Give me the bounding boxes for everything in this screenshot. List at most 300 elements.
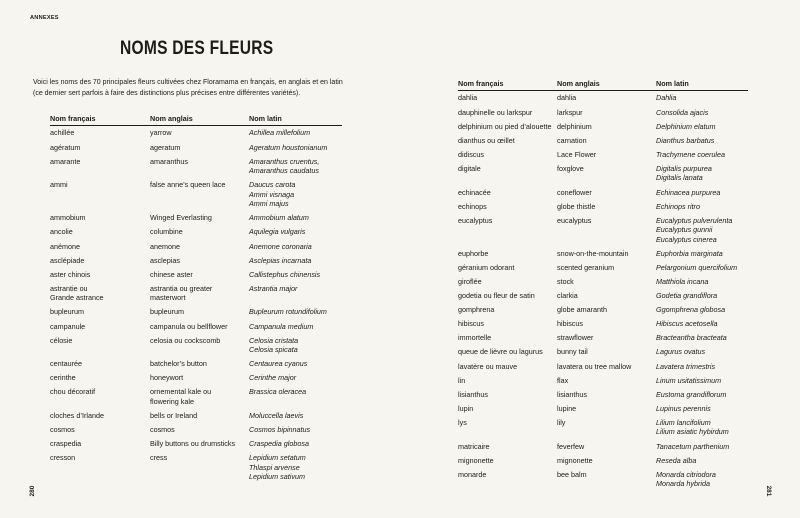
french-name: ammi (50, 180, 68, 190)
french-name: digitale (458, 163, 481, 173)
french-name-cell (458, 418, 557, 437)
latin-name-cell (656, 418, 748, 437)
french-name-cell (458, 108, 557, 118)
english-name-cell (150, 453, 249, 482)
french-name-cell (50, 411, 150, 421)
latin-name: Ammi majus (249, 199, 289, 209)
page-number: 280 (29, 485, 36, 497)
latin-name: Trachymene coerulea (656, 149, 725, 159)
page-number: 281 (765, 485, 772, 497)
french-name: achillée (50, 128, 75, 138)
french-name-cell (458, 291, 557, 301)
latin-name: Reseda alba (656, 455, 697, 465)
english-name-cell (557, 442, 656, 452)
french-name-cell (50, 373, 150, 383)
table-row (458, 317, 748, 331)
latin-name-cell (656, 93, 748, 103)
english-name: bells or Ireland (150, 410, 198, 420)
french-name-cell (458, 362, 557, 372)
english-name-cell (557, 249, 656, 259)
table-body (458, 91, 748, 491)
english-name: cosmos (150, 425, 175, 435)
french-name: agératum (50, 142, 81, 152)
latin-name-cell (656, 122, 748, 132)
latin-name: Craspedia globosa (249, 439, 309, 449)
latin-name-cell (656, 277, 748, 287)
english-name-cell (150, 411, 249, 421)
english-name-cell (557, 418, 656, 437)
english-name: feverfew (557, 441, 585, 451)
latin-name-cell (656, 376, 748, 386)
latin-name-cell (656, 404, 748, 414)
latin-name-cell (249, 256, 342, 266)
french-name-cell (458, 390, 557, 400)
english-name: batchelor’s button (150, 359, 207, 369)
english-name-cell (150, 322, 249, 332)
latin-name-cell (656, 362, 748, 372)
latin-name: Moluccella laevis (249, 410, 304, 420)
latin-name-cell (249, 307, 342, 317)
table-row (458, 199, 748, 213)
french-name: asclépiade (50, 255, 85, 265)
english-name: Billy buttons ou drumsticks (150, 439, 236, 449)
english-name: scented geranium (557, 262, 615, 272)
intro-line: (ce dernier sert parfois à faire des distinctions plus précises entre différentes variétés). (33, 90, 301, 97)
english-name-cell (557, 333, 656, 343)
english-name: cress (150, 453, 168, 463)
english-name-cell (150, 180, 249, 209)
latin-name-cell (656, 390, 748, 400)
french-name: euphorbe (458, 248, 489, 258)
french-name: lin (458, 375, 466, 385)
table-row (50, 154, 342, 178)
french-name: godetia ou fleur de satin (458, 291, 535, 301)
french-name-cell (458, 277, 557, 287)
english-name-cell (557, 362, 656, 372)
latin-name: Amaranthus caudatus (249, 166, 319, 176)
latin-name: Consolida ajacis (656, 107, 709, 117)
table-row (458, 416, 748, 440)
latin-name: Lilium asiatic hybirdum (656, 427, 729, 437)
french-name-cell (50, 307, 150, 317)
latin-name: Digitalis lanata (656, 173, 703, 183)
french-name: monarde (458, 469, 487, 479)
latin-name: Celosia spicata (249, 345, 298, 355)
latin-name-cell (249, 453, 342, 482)
french-name: craspedia (50, 439, 82, 449)
french-name-cell (458, 347, 557, 357)
french-name: didiscus (458, 149, 484, 159)
english-name-cell (150, 439, 249, 449)
english-name-cell (557, 93, 656, 103)
english-name: masterwort (150, 293, 186, 303)
english-name-cell (150, 242, 249, 252)
column-header-english: Nom anglais (557, 78, 600, 88)
english-name-cell (150, 425, 249, 435)
table-row (458, 247, 748, 261)
english-name-cell (557, 390, 656, 400)
english-name: clarkia (557, 291, 578, 301)
french-name-cell (458, 376, 557, 386)
table-row (50, 409, 342, 423)
table-row (50, 333, 342, 357)
latin-name: Asclepias incarnata (249, 255, 312, 265)
table-row (50, 267, 342, 281)
latin-name: Eucalyptus gunnii (656, 225, 713, 235)
english-name-cell (557, 291, 656, 301)
english-name-cell (557, 277, 656, 287)
latin-name: Eucalyptus pulverulenta (656, 215, 733, 225)
english-name-cell (557, 470, 656, 489)
latin-name-cell (656, 305, 748, 315)
table-row (50, 140, 342, 154)
english-name: anemone (150, 241, 180, 251)
latin-name-cell (249, 439, 342, 449)
table-row (458, 303, 748, 317)
table-header (50, 114, 342, 127)
latin-name: Achillea millefolium (249, 128, 311, 138)
table-row (50, 437, 342, 451)
english-name: celosia ou cockscomb (150, 335, 221, 345)
french-name-cell (50, 143, 150, 153)
latin-name: Daucus carota (249, 180, 296, 190)
french-name-cell (458, 216, 557, 245)
english-name-cell (557, 376, 656, 386)
table-row (458, 345, 748, 359)
latin-name: Bupleurum rotundifolium (249, 307, 327, 317)
french-name-cell (458, 122, 557, 132)
english-name: strawflower (557, 333, 594, 343)
latin-name: Anemone coronaria (249, 241, 312, 251)
table-row (50, 211, 342, 225)
table-row (50, 239, 342, 253)
column-header-latin: Nom latin (656, 78, 689, 88)
english-name-cell (150, 157, 249, 176)
french-name-cell (50, 387, 150, 406)
latin-name-cell (249, 157, 342, 176)
french-name-cell (458, 93, 557, 103)
english-name: asclepias (150, 255, 180, 265)
latin-name: Eustoma grandiflorum (656, 389, 727, 399)
table-row (50, 357, 342, 371)
latin-name: Brassica oleracea (249, 387, 307, 397)
english-name: ornemental kale ou (150, 387, 212, 397)
french-name-cell (50, 242, 150, 252)
latin-name: Centaurea cyanus (249, 359, 308, 369)
latin-name: Digitalis purpurea (656, 163, 712, 173)
english-name-cell (557, 108, 656, 118)
english-name: stock (557, 277, 574, 287)
table-row (458, 213, 748, 246)
table-row (458, 439, 748, 453)
latin-name-cell (249, 425, 342, 435)
french-name: centaurée (50, 359, 82, 369)
english-name-cell (557, 202, 656, 212)
latin-name-cell (249, 242, 342, 252)
french-name: bupleurum (50, 307, 84, 317)
latin-name-cell (249, 227, 342, 237)
latin-name-cell (249, 213, 342, 223)
latin-name-cell (249, 411, 342, 421)
table-body (50, 126, 342, 484)
latin-name-cell (656, 319, 748, 329)
table-row (458, 387, 748, 401)
table-row (50, 451, 342, 484)
table-row (458, 331, 748, 345)
french-name-cell (50, 284, 150, 303)
french-name: Grande astrance (50, 293, 104, 303)
table-row (50, 371, 342, 385)
french-name-cell (458, 188, 557, 198)
latin-name-cell (656, 291, 748, 301)
french-name: géranium odorant (458, 262, 515, 272)
latin-name-cell (656, 333, 748, 343)
latin-name-cell (656, 164, 748, 183)
french-name: lavatère ou mauve (458, 361, 518, 371)
french-name: lisianthus (458, 389, 488, 399)
latin-name: Bracteantha bracteata (656, 333, 727, 343)
french-name: célosie (50, 335, 73, 345)
french-name: immortelle (458, 333, 492, 343)
english-name-cell (557, 136, 656, 146)
latin-name-cell (249, 143, 342, 153)
latin-name-cell (249, 373, 342, 383)
table-row (50, 319, 342, 333)
french-name-cell (50, 425, 150, 435)
table-row (458, 289, 748, 303)
english-name-cell (557, 305, 656, 315)
table-header (458, 79, 748, 92)
english-name: carnation (557, 135, 587, 145)
english-name-cell (557, 456, 656, 466)
english-name: lisianthus (557, 389, 587, 399)
latin-name: Callistephus chinensis (249, 269, 321, 279)
table-row (458, 373, 748, 387)
latin-name-cell (656, 202, 748, 212)
english-name-cell (557, 404, 656, 414)
french-name-cell (50, 128, 150, 138)
english-name-cell (150, 128, 249, 138)
column-header-english: Nom anglais (150, 113, 193, 123)
english-name-cell (150, 387, 249, 406)
english-name: bupleurum (150, 307, 184, 317)
french-name: eucalyptus (458, 215, 493, 225)
french-name: campanule (50, 321, 86, 331)
french-name-cell (458, 150, 557, 160)
english-name: flowering kale (150, 396, 194, 406)
page-title: NOMS DES FLEURS (120, 38, 274, 59)
french-name: dianthus ou œillet (458, 135, 515, 145)
latin-name-cell (656, 188, 748, 198)
column-header-latin: Nom latin (249, 113, 282, 123)
english-name: columbine (150, 227, 183, 237)
french-name: ancolie (50, 227, 73, 237)
table-row (50, 126, 342, 140)
latin-name: Tanacetum parthenium (656, 441, 730, 451)
french-name: cerinthe (50, 373, 76, 383)
french-name: gomphrena (458, 305, 495, 315)
english-name-cell (150, 256, 249, 266)
table-row (458, 91, 748, 105)
latin-name-cell (249, 180, 342, 209)
english-name-cell (557, 150, 656, 160)
latin-name-cell (656, 150, 748, 160)
english-name-cell (150, 270, 249, 280)
latin-name: Dahlia (656, 93, 677, 103)
latin-name: Pelargonium quercifolium (656, 262, 738, 272)
french-name: dauphinelle ou larkspur (458, 107, 533, 117)
table-row (458, 148, 748, 162)
french-name: dahlia (458, 93, 478, 103)
english-name-cell (557, 164, 656, 183)
french-name: chou décoratif (50, 387, 96, 397)
french-name: hibiscus (458, 319, 484, 329)
latin-name: Celosia cristata (249, 335, 299, 345)
english-name: foxglove (557, 163, 584, 173)
latin-name-cell (656, 108, 748, 118)
english-name: honeywort (150, 373, 184, 383)
table-row (458, 105, 748, 119)
french-name: ammobium (50, 213, 86, 223)
latin-name: Echinacea purpurea (656, 187, 721, 197)
english-name-cell (150, 307, 249, 317)
english-name: eucalyptus (557, 215, 592, 225)
table-row (458, 119, 748, 133)
english-name: amaranthus (150, 156, 188, 166)
french-name-cell (50, 322, 150, 332)
latin-name: Thlaspi arvense (249, 462, 300, 472)
latin-name: Lupinus perennis (656, 403, 711, 413)
table-row (50, 225, 342, 239)
french-name-cell (458, 470, 557, 489)
english-name-cell (150, 359, 249, 369)
french-name: cosmos (50, 425, 75, 435)
french-name: giroflée (458, 277, 482, 287)
french-name: delphinium ou pied d’alouette (458, 121, 552, 131)
french-name: mignonette (458, 455, 494, 465)
latin-name: Godetia grandiflora (656, 291, 718, 301)
french-name-cell (50, 270, 150, 280)
flower-names-table (458, 79, 748, 492)
latin-name-cell (656, 442, 748, 452)
latin-name: Echinops ritro (656, 201, 700, 211)
french-name: queue de lièvre ou lagurus (458, 347, 543, 357)
latin-name-cell (656, 216, 748, 245)
english-name: lily (557, 417, 566, 427)
flower-names-table (50, 114, 342, 485)
latin-name-cell (249, 336, 342, 355)
latin-name-cell (249, 322, 342, 332)
french-name: cloches d’Irlande (50, 410, 104, 420)
french-name-cell (458, 442, 557, 452)
latin-name: Lavatera trimestris (656, 361, 716, 371)
english-name: yarrow (150, 128, 172, 138)
french-name-cell (50, 157, 150, 176)
english-name: mignonette (557, 455, 593, 465)
latin-name: Monarda hybrida (656, 479, 710, 489)
latin-name-cell (656, 263, 748, 273)
french-name: cresson (50, 453, 76, 463)
table-row (50, 282, 342, 306)
french-name-cell (50, 439, 150, 449)
french-name-cell (458, 456, 557, 466)
french-name-cell (458, 305, 557, 315)
french-name-cell (50, 336, 150, 355)
english-name: flax (557, 375, 569, 385)
english-name: Winged Everlasting (150, 213, 212, 223)
english-name-cell (150, 227, 249, 237)
column-header-french: Nom français (458, 78, 504, 88)
intro-line: Voici les noms des 70 principales fleurs cultivées chez Floramama en français, en anglais et en latin (33, 79, 343, 86)
french-name-cell (50, 359, 150, 369)
table-row (458, 402, 748, 416)
table-row (458, 133, 748, 147)
section-label: ANNEXES (30, 14, 59, 21)
latin-name: Cerinthe major (249, 373, 297, 383)
table-row (50, 305, 342, 319)
english-name: chinese aster (150, 269, 193, 279)
english-name: false anne’s queen lace (150, 180, 226, 190)
latin-name-cell (249, 128, 342, 138)
french-name: amarante (50, 156, 81, 166)
english-name: globe thistle (557, 201, 596, 211)
latin-name-cell (656, 249, 748, 259)
english-name: ageratum (150, 142, 181, 152)
english-name: snow-on-the-mountain (557, 248, 629, 258)
english-name-cell (557, 263, 656, 273)
english-name: bee balm (557, 469, 587, 479)
french-name-cell (458, 164, 557, 183)
english-name-cell (150, 373, 249, 383)
english-name-cell (557, 188, 656, 198)
latin-name: Dianthus barbatus (656, 135, 715, 145)
table-row (50, 385, 342, 409)
latin-name: Campanula medium (249, 321, 314, 331)
english-name: globe amaranth (557, 305, 607, 315)
table-row (458, 467, 748, 491)
french-name-cell (458, 202, 557, 212)
french-name-cell (458, 319, 557, 329)
french-name-cell (50, 213, 150, 223)
english-name: bunny tail (557, 347, 588, 357)
latin-name: Astrantia major (249, 283, 298, 293)
french-name-cell (458, 136, 557, 146)
latin-name-cell (249, 270, 342, 280)
latin-name-cell (656, 347, 748, 357)
intro-paragraph (33, 77, 343, 99)
latin-name: Cosmos bipinnatus (249, 425, 311, 435)
french-name: echinacée (458, 187, 491, 197)
english-name: lupine (557, 403, 577, 413)
table-row (458, 275, 748, 289)
french-name: lys (458, 417, 467, 427)
french-name-cell (50, 180, 150, 209)
english-name-cell (150, 143, 249, 153)
english-name: lavatera ou tree mallow (557, 361, 632, 371)
latin-name: Ageratum houstonianum (249, 142, 328, 152)
latin-name: Lilium lancifolium (656, 417, 711, 427)
french-name: matricaire (458, 441, 490, 451)
french-name: lupin (458, 403, 474, 413)
english-name-cell (557, 216, 656, 245)
column-header-french: Nom français (50, 113, 96, 123)
latin-name: Monarda citriodora (656, 469, 716, 479)
latin-name: Matthiola incana (656, 277, 709, 287)
right-page (400, 0, 800, 518)
table-row (458, 261, 748, 275)
latin-name: Ammi visnaga (249, 189, 295, 199)
latin-name-cell (249, 387, 342, 406)
